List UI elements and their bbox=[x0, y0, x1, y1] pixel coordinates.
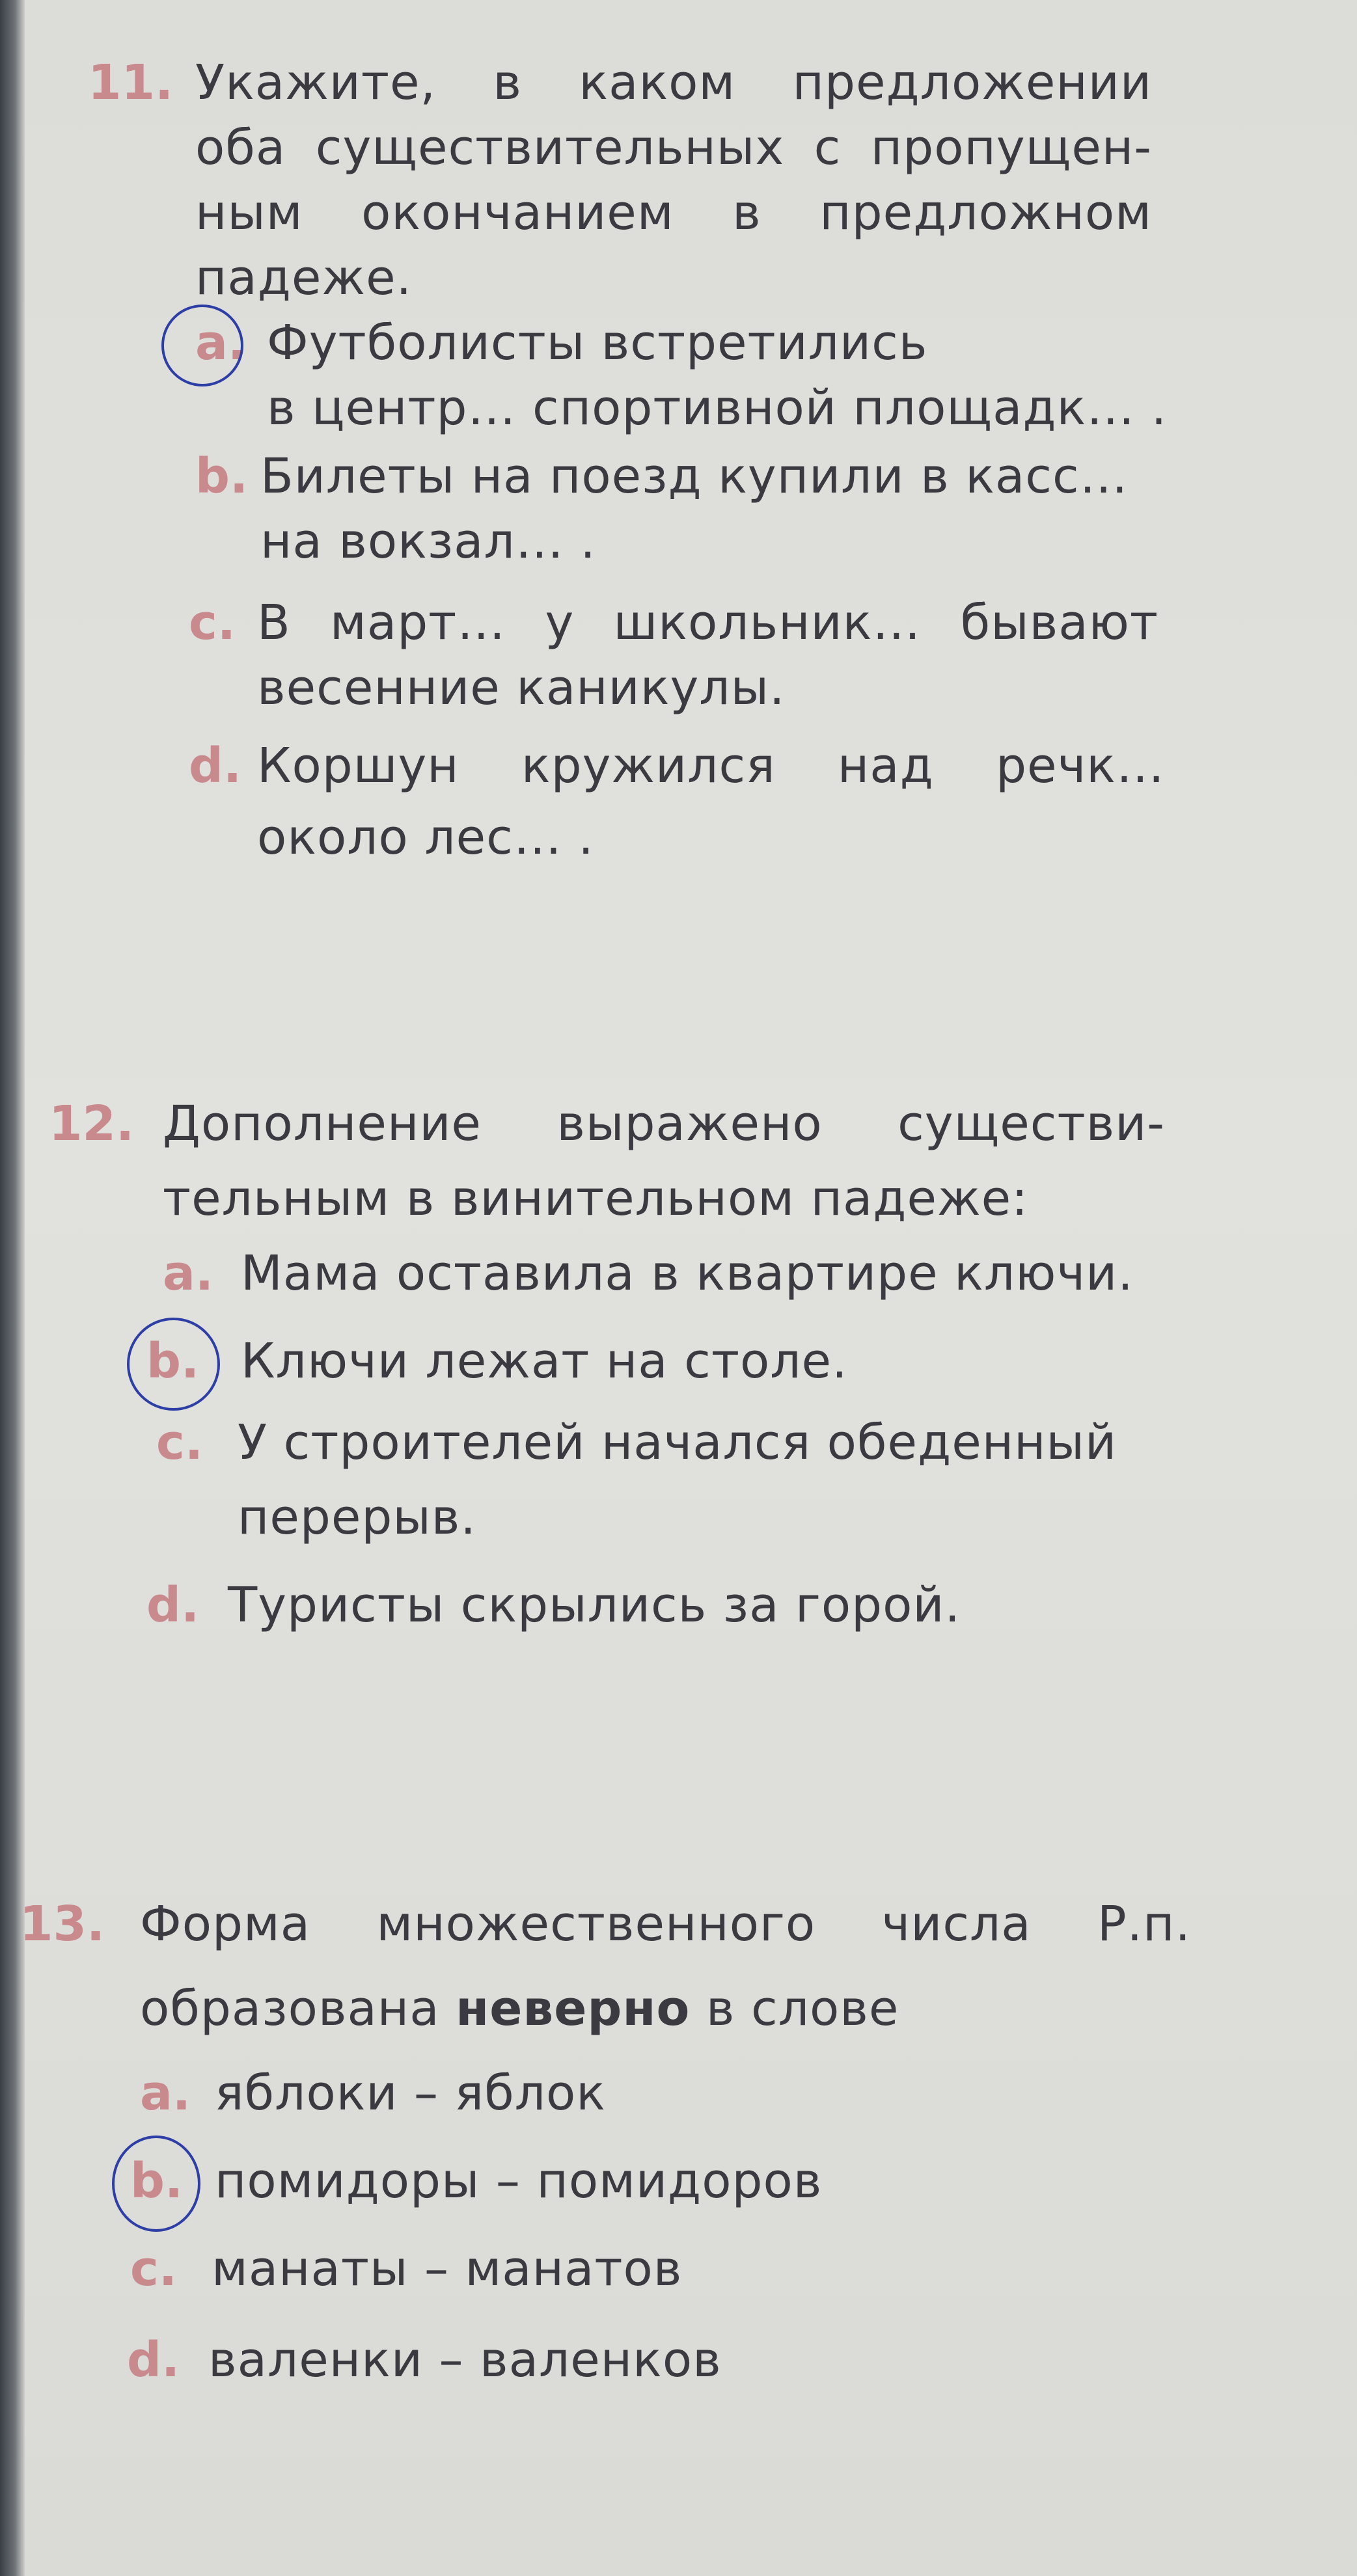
option-text: Футболисты встретились bbox=[267, 315, 928, 371]
option-letter: a. bbox=[163, 1245, 214, 1301]
question-text-line bbox=[140, 1981, 899, 2037]
option-letter: d. bbox=[127, 2332, 180, 2388]
option-text: Мама оставила в квартире ключи. bbox=[241, 1245, 1134, 1301]
option-letter: b. bbox=[146, 1333, 200, 1389]
question-text-line: оба существительных с пропущен- bbox=[195, 120, 1152, 176]
option-text: У строителей начался обеденный bbox=[238, 1415, 1117, 1471]
option-text: перерыв. bbox=[238, 1489, 476, 1545]
emphasis-word: неверно bbox=[456, 1981, 691, 2037]
pen-circle-mark bbox=[112, 2135, 200, 2232]
option-letter: c. bbox=[156, 1415, 203, 1471]
option-text: весенние каникулы. bbox=[257, 660, 786, 716]
option-text: манаты – манатов bbox=[212, 2241, 683, 2297]
option-letter: b. bbox=[130, 2153, 184, 2209]
option-letter: d. bbox=[189, 738, 242, 794]
question-number: 13. bbox=[20, 1896, 105, 1952]
question-text-line: падеже. bbox=[195, 250, 413, 306]
question-number: 12. bbox=[49, 1096, 135, 1152]
option-text: яблоки – яблок bbox=[215, 2065, 606, 2121]
page-binding-edge bbox=[0, 0, 25, 2576]
question-text-line: Укажите, в каком предложении bbox=[195, 55, 1152, 111]
option-letter: b. bbox=[195, 448, 249, 504]
option-text: Ключи лежат на столе. bbox=[241, 1333, 848, 1389]
pen-circle-mark bbox=[161, 305, 243, 386]
option-letter: d. bbox=[146, 1577, 200, 1633]
option-text: в центр… спортивной площадк… . bbox=[267, 380, 1168, 436]
option-letter: c. bbox=[189, 595, 236, 651]
question-text-line: Форма множественного числа Р.п. bbox=[140, 1896, 1191, 1952]
option-text: на вокзал… . bbox=[260, 513, 596, 569]
question-text-line: тельным в винительном падеже: bbox=[163, 1171, 1029, 1227]
option-text: Билеты на поезд купили в касс… bbox=[260, 448, 1129, 504]
option-letter: c. bbox=[130, 2241, 177, 2297]
option-text: В март… у школьник… бывают bbox=[257, 595, 1158, 651]
question-text-line: ным окончанием в предложном bbox=[195, 185, 1152, 241]
question-number: 11. bbox=[88, 55, 174, 111]
option-text: Туристы скрылись за горой. bbox=[228, 1577, 961, 1633]
question-text-line: Дополнение выражено существи- bbox=[163, 1096, 1165, 1152]
option-letter: a. bbox=[140, 2065, 191, 2121]
question-text-fragment: образована bbox=[140, 1981, 440, 2037]
question-text-fragment: в слове bbox=[706, 1981, 899, 2037]
option-text: помидоры – помидоров bbox=[215, 2153, 823, 2209]
pen-circle-mark bbox=[127, 1318, 220, 1411]
option-text: Коршун кружился над речк… bbox=[257, 738, 1165, 794]
option-letter: a. bbox=[195, 315, 247, 371]
option-text: валенки – валенков bbox=[208, 2332, 722, 2388]
option-text: около лес… . bbox=[257, 809, 594, 865]
